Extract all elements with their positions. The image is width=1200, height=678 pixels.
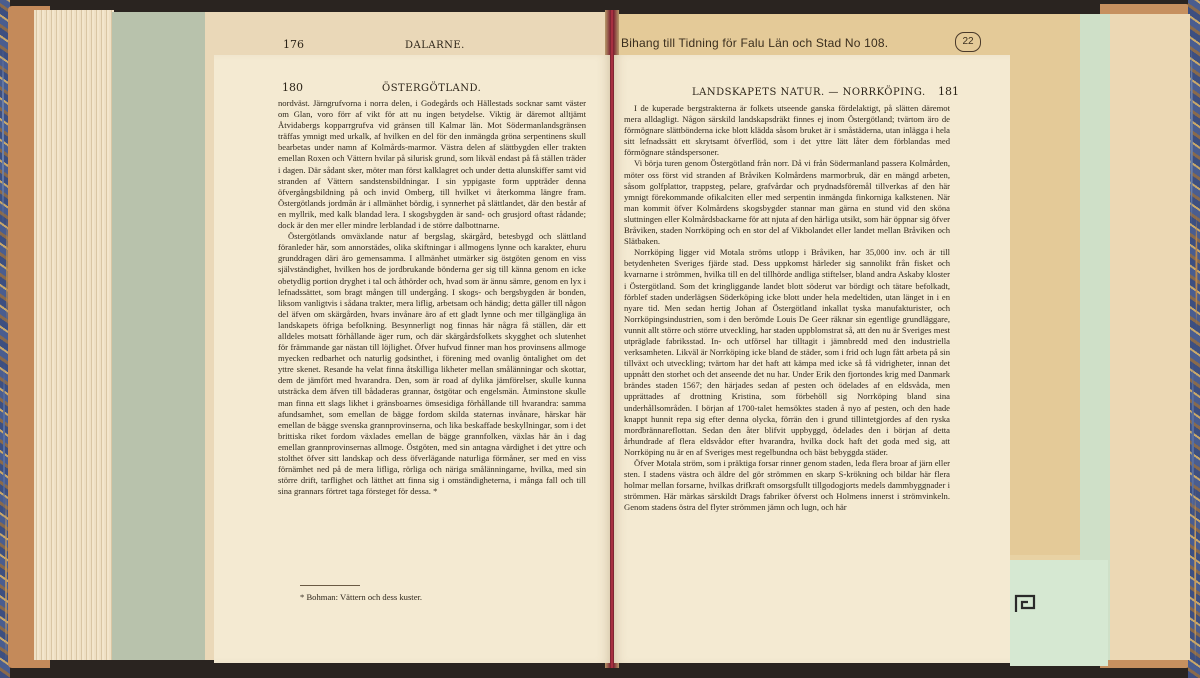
left-running-head: ÖSTERGÖTLAND. bbox=[382, 83, 482, 94]
inserted-card-left bbox=[112, 12, 212, 660]
back-left-running-head: DALARNE. bbox=[405, 40, 465, 51]
greek-key-ornament-icon bbox=[1014, 592, 1038, 614]
right-running-head: LANDSKAPETS NATUR. — NORRKÖPING. bbox=[692, 87, 926, 98]
footnote-rule bbox=[300, 585, 360, 586]
back-left-page-number: 176 bbox=[283, 38, 304, 51]
right-paragraph: Vi börja turen genom Östergötland från norr. Då vi från Södermanland passera Kolmården, möter oss först vid stranden af Bråviken Kolmårdens marmorbruk, där en mängd arbeten, såsom golfplattor, trappsteg, pelare, grafvårdar och prydnadsföremål tillverkas af den här ymnigt förekommande ofikalciten eller med serpentin inmängda finkorniga kalkstenen. När man kommit öfver Kolmårdens skogsbygder stannar man gärna en stund vid den sköna sluttningen eller Kolmårdsbackarne för att njuta af den härliga utsikt, som här öppnar sig öfver Bråviken, staden Norrköping och en stor del af Vikbolandet eller landet mellan Bråviken och Slätbaken. bbox=[624, 158, 950, 247]
right-page-body bbox=[624, 103, 950, 513]
right-paragraph: Öfver Motala ström, som i präktiga forsar rinner genom staden, leda flera broar af järn eller sten. I stadens västra och äldre del gör strömmen en skarp S-krökning och bildar här flera holmar mellan forsarne, hvilkas drifkraft omsorgsfullt tillgodogjorts medels dammbyggnader i strömmen. Här märkas särskildt Drags fabriker öfverst och Holmens innerst i strömvinkeln. Genom stadens östra del flyter strömmen jämn och lugn, och här bbox=[624, 458, 950, 513]
left-page-number: 180 bbox=[282, 81, 303, 94]
left-page bbox=[214, 55, 610, 663]
left-page-footnote: * Bohman: Vättern och dess kuster. bbox=[300, 592, 423, 602]
right-page-number: 181 bbox=[938, 85, 959, 98]
right-page bbox=[614, 55, 1010, 663]
left-page-body bbox=[278, 98, 586, 497]
right-paragraph: I de kuperade bergstrakterna är folkets utseende ganska fördelaktigt, på slätten däremot mera alldagligt. Någon särskild landskapsdräkt finnes ej inom Östergötland; tvärtom äro de förmögnare slättbönderna icke blott klädda såsom bruket är i småstäderna, utan inlägga i hela sitt lefnadssätt ett skrytsamt öfverflöd, som i det yttre lätt låter dem förblandas med förmögnare ståndspersoner. bbox=[624, 103, 950, 158]
newspaper-circled-number: 22 bbox=[955, 32, 981, 52]
left-paragraph: Östergötlands omväxlande natur af bergslag, skärgård, betesbygd och slättland föranleder här, som annorstädes, olika skiftningar i allmogens lynne och karakter, ehuru grunddragen däri äro gemensamma. I allmänhet utmärker sig östgöten genom en viss självständighet, hvilken hos de jordbrukande bönderna ger sig till känna genom en icke obetydlig portion dryghet i tal och åthörder och, hvad som är ännu sämre, genom en lyx i lefnadssättet, som bragt mången till undergång. I skogs- och bergsbygden är bonden, liksom vanligtvis i sådana trakter, mera liflig, arbetsam och händig; detta gäller till någon del äfven om skärgården, hvars invånare äro af ett gladt lynne och mer tillgängliga än landskapets öfriga befolkning. Besynnerligt nog finnas här några få ställen, där ett alldeles motsatt förhållande äger rum, och där skärgårdsfolkets skygghet och slutenhet för främmande gar nästan till löjlighet. Öfver hufvud finner man hos provinsens allmoge myecken redbarhet och naturlig godsinthet, i förening med ovanlig öntalighet om det yttre skenet. Resande ha velat finna åtskilliga likheter mellan smålänningar och skottar, dem de jämfört med hvarandra. Den, som är road af dylika jämförelser, skulle kunna utsträcka dem äfven till bådaderas grannar, östgötar och engelsmän. Åtminstone skulle man finna ett slags likhet i gränsboarnes ömsesidiga förhållande till hvarandra: samma afundsamhet, som emellan de bägge fordom skilda staternas invånare, härskar här emellan de bägge svenska grannprovinserna, och lika beskaffade beskyllningar, som i det brittiska riket fordom växlades emellan de bägge grannfolken, växlas här än i dag emellan grannprovinsernas allmoge. Östgöten, med sin antagna värdighet i det yttre och stolthet öfver sitt landskap och dess öfverlägande naturliga förmåner, ser med en viss förnämhet ned på de mera lifliga, rörliga och näriga smålänningarne, hvilka, med sin större drift, tarflighet och lätthet att finna sig i omständigheterna, i många fall och till sina grannars förtret taga försteget för dessa. * bbox=[278, 231, 586, 497]
back-right-page-edge bbox=[1110, 14, 1190, 660]
left-paragraph: nordväst. Järngrufvorna i norra delen, i Godegårds och Hällestads socknar samt väster om Glan, voro förr af vikt för att nu ingen betydelse. Viktig är däremot alltjämt Åtvidabergs kopparrgrufva vid gränsen till Kalmar län. Mot Södermanlandsgränsen träffas ymnigt med urkalk, af hvilken en del för den inmängda gröna serpentinens skull bearbetas under namn af Kolmårds-marmor. Västra delen af slättbygden eller trakten emellan Roxen och Vättern hvilar på silurisk grund, som likväl endast på få ställen träder i dagen. Där sådant sker, möter man först kalklagret och under detta alunskiffer samt vid stranden af Vättern sandstensbildningar. I sin yppigaste form uppträder denna öfvergångsbildning på och invid Omberg, till hvilket vi återkomma längre fram. Östergötlands jordmån är i allmänhet bördig, i synnerhet på slättlandet, där den består af en myllrik, med kalk blandad lera. I skogsbygden är sand- och grusjord oftast rådande; dock är den mer eller mindre lerblandad i de större dalbottnarne. bbox=[278, 98, 586, 231]
newspaper-title: Bihang till Tidning för Falu Län och Stad No 108. bbox=[621, 36, 889, 50]
page-edge-stack bbox=[34, 10, 114, 660]
right-paragraph: Norrköping ligger vid Motala ströms utlopp i Bråviken, har 35,000 inv. och är till betydenheten Sveriges fjärde stad. Dess uppkomst härleder sig sannolikt från fisket och kvarnarne i strömmen, hvilka till en del tillhörde andliga stiftelser, bland andra Askaby kloster i Östergötland. Som det kringliggande landet blott söderut var bördigt och tätare befolkadt, förblef staden underlägsen Söderköping icke blott under hela medeltiden, utan länget in i en nyare tid. Men sedan hertig Johan af Östergötland inkallat tyska manufakturister, och Norrköpingsindustrien, som i den berömde Louis De Geer räknar sin egentlige grundläggare, vunnit allt större och större utveckling, har staden uppblomstrat så, att den nu är Sveriges mest utpräglade fabriksstad. In- och utförsel har tilltagit i jämnbredd med den industriella verksamheten. Likväl är Norrköping icke bland de städer, som i frid och lugn fått arbeta på sin tillväxt och utveckling; tvärtom har det haft att kämpa med icke så få vidrigheter, innan det uppnått den storhet och det anseende det nu har. Under Erik den fjortondes krig med Danmark brändes staden 1567; den härjades sedan af pesten och ödelades af en eldsvåda, men upprättades af drottning Kristina, som förbehöll sig Norrköping bland sina underhållsområden. I början af 1700-talet hemsöktes staden å nyo af pesten, och den hade knappt hunnit repa sig efter denna olycka, förrän den i grund tillintetgjordes af den ryska mordbrännareflottan. Sedan den åter blifvit uppbyggd, ödelades den i början af detta århundrade af flera eldsvådor efter hvarandra, hvilka dock haft det goda med sig, att Norrköping nu är en af Sveriges mest regelbundna och bäst bebyggda städer. bbox=[624, 247, 950, 457]
